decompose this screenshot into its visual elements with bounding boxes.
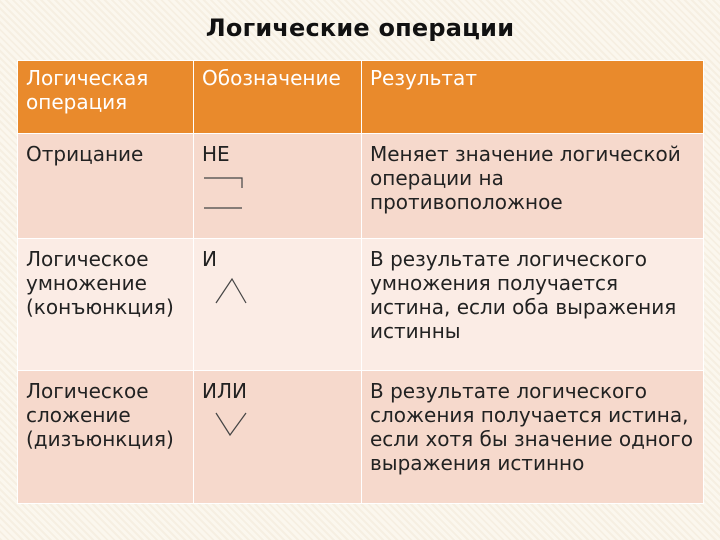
slide-title: Логические операции (205, 14, 515, 42)
result-cell: Меняет значение логической операции на противоположное (362, 134, 704, 239)
table-row (18, 371, 704, 504)
table-row (18, 134, 704, 239)
table-row (18, 239, 704, 371)
operation-cell: Отрицание (18, 134, 194, 239)
header-result: Результат (362, 61, 704, 134)
operation-cell: Логическое сложение (дизъюнкция) (18, 371, 194, 504)
conjunction-symbol-icon (202, 277, 262, 307)
result-cell: В результате логического умножения получается истина, если оба выражения истинны (362, 239, 704, 371)
notation-text: ИЛИ (202, 379, 247, 403)
notation-text: И (202, 247, 217, 271)
operation-cell: Логическое умножение (конъюнкция) (18, 239, 194, 371)
table-header-row (18, 61, 704, 134)
notation-cell (194, 134, 362, 239)
header-operation: Логическая операция (18, 61, 194, 134)
notation-cell (194, 239, 362, 371)
header-notation: Обозначение (194, 61, 362, 134)
negation-symbol-icon (202, 172, 262, 216)
result-cell: В результате логического сложения получается истина, если хотя бы значение одного выражения истинно (362, 371, 704, 504)
notation-cell (194, 371, 362, 504)
notation-text: НЕ (202, 142, 230, 166)
disjunction-symbol-icon (202, 409, 262, 439)
logic-operations-table (17, 60, 704, 504)
